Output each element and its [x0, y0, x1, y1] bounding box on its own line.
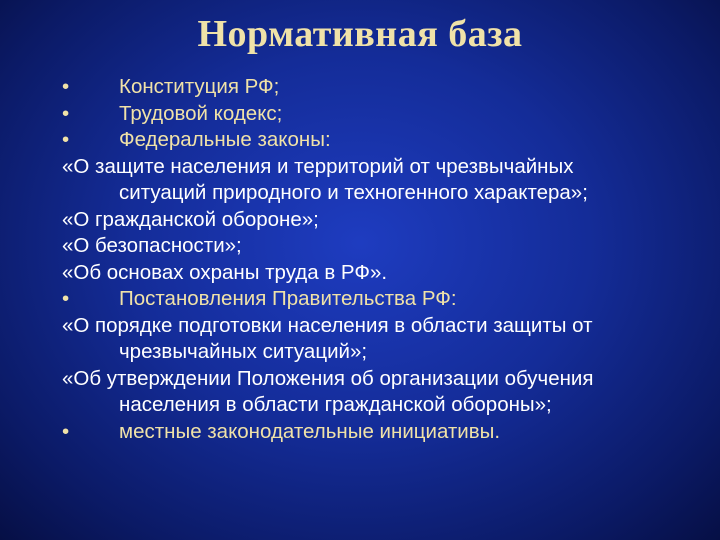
law-security: «О безопасности»;	[62, 234, 242, 257]
bullet-item-federal-laws	[62, 127, 702, 154]
decree-training-line-2: чрезвычайных ситуаций»;	[119, 340, 368, 363]
bullet-icon: •	[62, 128, 70, 151]
bullet-icon: •	[62, 75, 70, 98]
bullet-item-label: Постановления Правительства РФ:	[119, 287, 457, 310]
law-civil-defense: «О гражданской обороне»;	[62, 207, 319, 231]
slide-title: Нормативная база	[197, 13, 523, 55]
bullet-item-labor-code	[62, 101, 702, 128]
bullet-item-label: Трудовой кодекс;	[119, 101, 283, 125]
bullet-item-government-decrees	[62, 286, 702, 313]
bullet-item-local-initiatives	[62, 419, 702, 446]
law-protection-line-1: «О защите населения и территорий от чрезвычайных	[62, 154, 574, 178]
bullet-item-label: Федеральные законы:	[119, 128, 331, 151]
law-protection-line-2: ситуаций природного и техногенного характера»;	[119, 181, 588, 204]
decree-training-line-1: «О порядке подготовки населения в области защиты от	[62, 313, 593, 337]
slide-content	[62, 74, 702, 445]
law-labor-protection: «Об основах охраны труда в РФ».	[62, 260, 388, 284]
bullet-item-label: местные законодательные инициативы.	[119, 419, 501, 443]
decree-regulation-line-1: «Об утверждении Положения об организации обучения	[62, 366, 594, 390]
bullet-item-label: Конституция РФ;	[119, 75, 280, 98]
bullet-icon: •	[62, 419, 70, 443]
bullet-icon: •	[62, 287, 70, 310]
decree-regulation-line-2: населения в области гражданской обороны»;	[119, 393, 552, 416]
bullet-icon: •	[62, 101, 70, 125]
bullet-item-constitution	[62, 74, 702, 101]
